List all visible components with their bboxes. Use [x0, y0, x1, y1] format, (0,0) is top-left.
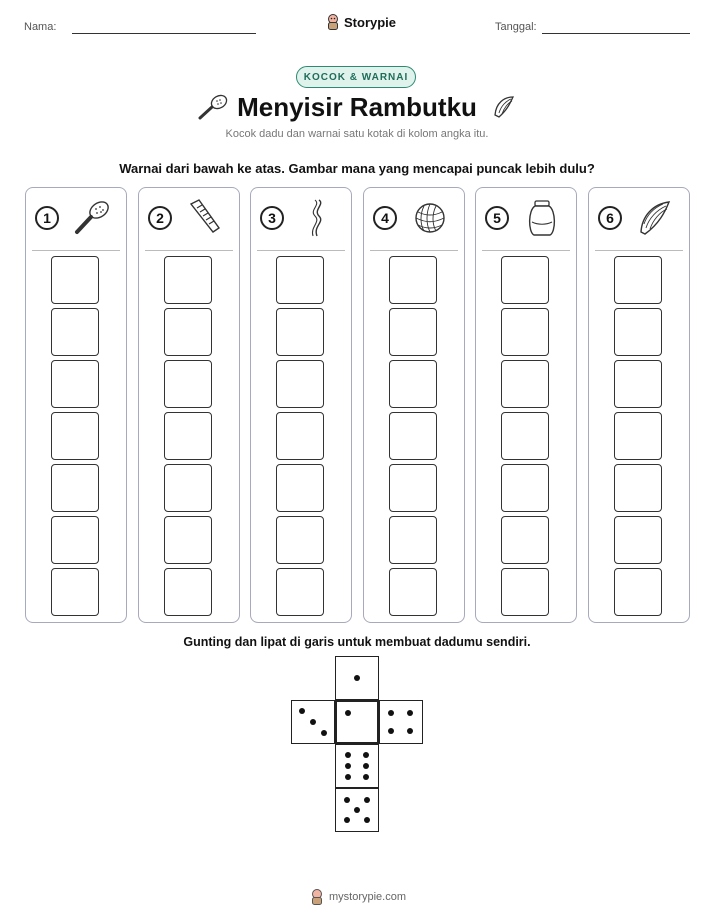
color-box[interactable] [501, 360, 549, 408]
dice-face-1 [335, 656, 379, 700]
color-box[interactable] [164, 360, 212, 408]
color-box[interactable] [51, 308, 99, 356]
title-hair-lock-icon [490, 93, 518, 121]
color-box[interactable] [164, 308, 212, 356]
color-box[interactable] [389, 568, 437, 616]
color-box[interactable] [501, 256, 549, 304]
column-divider [482, 250, 570, 251]
color-box[interactable] [276, 568, 324, 616]
dice-pip [363, 763, 369, 769]
color-box[interactable] [501, 412, 549, 460]
color-box[interactable] [501, 568, 549, 616]
dice-face-6 [335, 744, 379, 788]
color-box[interactable] [614, 256, 662, 304]
dice-face-3 [291, 700, 335, 744]
column-number: 5 [485, 206, 509, 230]
column-2 [138, 187, 240, 623]
dice-pip [321, 730, 327, 736]
jar-icon [520, 198, 564, 238]
color-box[interactable] [51, 464, 99, 512]
color-box[interactable] [276, 412, 324, 460]
color-box[interactable] [501, 308, 549, 356]
date-label: Tanggal: [495, 21, 537, 33]
brand-name: Storypie [344, 14, 397, 30]
color-box[interactable] [164, 464, 212, 512]
color-box[interactable] [389, 464, 437, 512]
color-box[interactable] [501, 464, 549, 512]
column-number: 1 [35, 206, 59, 230]
page-title: Menyisir Rambutku [237, 92, 477, 122]
date-line[interactable] [542, 33, 690, 34]
comb-icon [183, 198, 227, 238]
column-1 [25, 187, 127, 623]
dice-pip [344, 797, 350, 803]
dice-pip [363, 752, 369, 758]
storypie-mascot-icon [310, 889, 324, 905]
column-divider [257, 250, 345, 251]
page-subtitle: Kocok dadu dan warnai satu kotak di kolom angka itu. [225, 128, 489, 140]
color-box[interactable] [614, 360, 662, 408]
dice-pip [344, 817, 350, 823]
color-box[interactable] [276, 308, 324, 356]
dice-pip [363, 774, 369, 780]
dice-instruction: Gunting dan lipat di garis untuk membuat dadumu sendiri. [183, 635, 531, 649]
color-box[interactable] [276, 516, 324, 564]
dice-pip [388, 710, 394, 716]
column-divider [145, 250, 233, 251]
color-box[interactable] [389, 516, 437, 564]
name-label: Nama: [24, 21, 57, 33]
footer-url[interactable]: mystorypie.com [329, 891, 407, 903]
dice-pip [299, 708, 305, 714]
dice-pip [354, 675, 360, 681]
color-box[interactable] [389, 360, 437, 408]
color-box[interactable] [51, 256, 99, 304]
column-4 [363, 187, 465, 623]
dice-pip [407, 728, 413, 734]
name-line[interactable] [72, 33, 256, 34]
color-box[interactable] [276, 256, 324, 304]
color-box[interactable] [276, 464, 324, 512]
column-number: 4 [373, 206, 397, 230]
yarn-ball-icon [408, 198, 452, 238]
dice-pip [364, 817, 370, 823]
column-divider [32, 250, 120, 251]
column-number: 6 [598, 206, 622, 230]
dice-pip [407, 710, 413, 716]
dice-pip [345, 752, 351, 758]
brand-logo [326, 14, 396, 30]
dice-pip [345, 763, 351, 769]
column-number: 2 [148, 206, 172, 230]
dice-pip [345, 710, 351, 716]
hairbrush-icon [70, 198, 114, 238]
column-divider [370, 250, 458, 251]
color-box[interactable] [164, 256, 212, 304]
instruction-text: Warnai dari bawah ke atas. Gambar mana yang mencapai puncak lebih dulu? [119, 161, 595, 176]
color-box[interactable] [51, 568, 99, 616]
color-box[interactable] [389, 412, 437, 460]
footer [310, 889, 406, 905]
column-6 [588, 187, 690, 623]
column-5 [475, 187, 577, 623]
activity-badge: KOCOK & WARNAI [296, 66, 416, 88]
color-box[interactable] [51, 412, 99, 460]
color-box[interactable] [614, 568, 662, 616]
color-box[interactable] [51, 516, 99, 564]
color-box[interactable] [389, 256, 437, 304]
color-box[interactable] [164, 412, 212, 460]
dice-face-1-center [335, 700, 379, 744]
dice-pip [364, 797, 370, 803]
color-box[interactable] [389, 308, 437, 356]
color-box[interactable] [614, 516, 662, 564]
hair-strand-icon [295, 198, 339, 238]
dice-pip [310, 719, 316, 725]
storypie-mascot-icon [326, 14, 340, 30]
color-box[interactable] [501, 516, 549, 564]
column-number: 3 [260, 206, 284, 230]
color-box[interactable] [164, 516, 212, 564]
color-box[interactable] [51, 360, 99, 408]
dice-pip [354, 807, 360, 813]
dice-face-4 [379, 700, 423, 744]
column-3 [250, 187, 352, 623]
color-box[interactable] [276, 360, 324, 408]
hair-lock-icon [633, 198, 677, 238]
color-box[interactable] [164, 568, 212, 616]
column-divider [595, 250, 683, 251]
dice-pip [388, 728, 394, 734]
dice-face-5 [335, 788, 379, 832]
color-box[interactable] [614, 308, 662, 356]
color-box[interactable] [614, 464, 662, 512]
dice-pip [345, 774, 351, 780]
color-box[interactable] [614, 412, 662, 460]
